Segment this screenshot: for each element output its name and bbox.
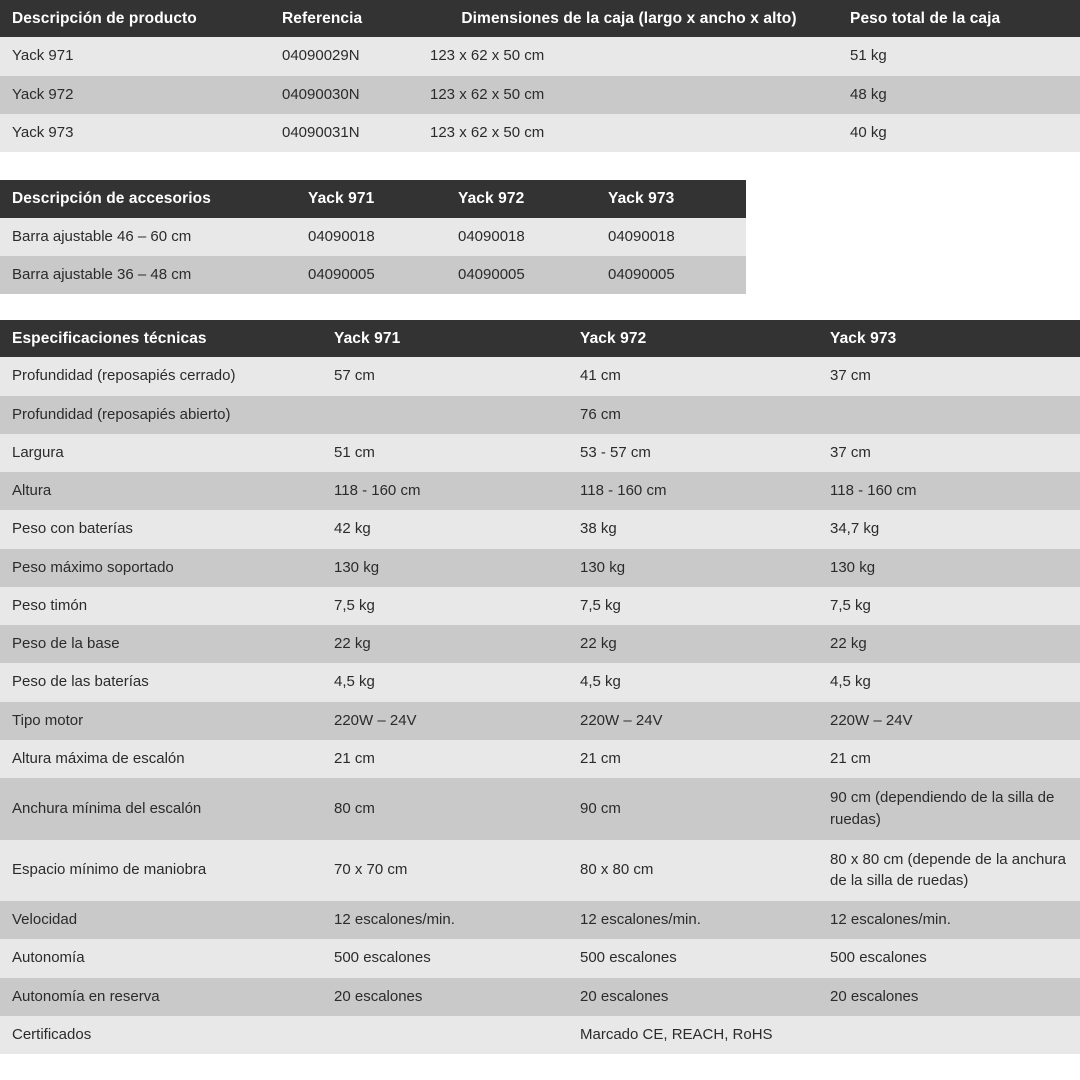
cell-yack972: 500 escalones bbox=[568, 939, 818, 977]
cell-yack971: 51 cm bbox=[322, 434, 568, 472]
cell-yack973: 90 cm (dependiendo de la silla de ruedas) bbox=[818, 778, 1080, 840]
cell-yack971: 21 cm bbox=[322, 740, 568, 778]
cell-yack972: 80 x 80 cm bbox=[568, 840, 818, 902]
cell-yack973: 34,7 kg bbox=[818, 510, 1080, 548]
cell-yack972: 04090005 bbox=[446, 256, 596, 294]
accessories-col-yack972: Yack 972 bbox=[446, 180, 596, 217]
product-col-dimensions: Dimensiones de la caja (largo x ancho x alto) bbox=[418, 0, 838, 37]
cell-yack972: 130 kg bbox=[568, 549, 818, 587]
cell-yack972: 04090018 bbox=[446, 218, 596, 256]
cell-spec-name: Espacio mínimo de maniobra bbox=[0, 840, 322, 902]
table-row bbox=[0, 740, 1080, 778]
specs-col-yack972: Yack 972 bbox=[568, 320, 818, 357]
cell-reference: 04090029N bbox=[270, 37, 418, 75]
cell-spec-name: Altura máxima de escalón bbox=[0, 740, 322, 778]
cell-yack971: 12 escalones/min. bbox=[322, 901, 568, 939]
cell-spec-name: Peso de la base bbox=[0, 625, 322, 663]
table-row bbox=[0, 549, 1080, 587]
cell-empty bbox=[322, 1016, 568, 1054]
cell-yack972: 7,5 kg bbox=[568, 587, 818, 625]
cell-yack973: 12 escalones/min. bbox=[818, 901, 1080, 939]
table-row bbox=[0, 587, 1080, 625]
cell-yack973: 37 cm bbox=[818, 434, 1080, 472]
cell-reference: 04090031N bbox=[270, 114, 418, 152]
cell-yack973 bbox=[818, 396, 1080, 434]
cell-spec-name: Peso máximo soportado bbox=[0, 549, 322, 587]
cell-yack973: 130 kg bbox=[818, 549, 1080, 587]
table-row bbox=[0, 510, 1080, 548]
accessories-col-description: Descripción de accesorios bbox=[0, 180, 296, 217]
cell-yack971: 70 x 70 cm bbox=[322, 840, 568, 902]
cell-yack973: 20 escalones bbox=[818, 978, 1080, 1016]
cell-spec-name: Tipo motor bbox=[0, 702, 322, 740]
cell-description: Yack 973 bbox=[0, 114, 270, 152]
cell-weight: 48 kg bbox=[838, 76, 1080, 114]
cell-yack971 bbox=[322, 396, 568, 434]
product-table bbox=[0, 0, 1080, 152]
product-col-weight: Peso total de la caja bbox=[838, 0, 1080, 37]
cell-yack973: 04090005 bbox=[596, 256, 746, 294]
specs-col-yack973: Yack 973 bbox=[818, 320, 1080, 357]
cell-yack971: 42 kg bbox=[322, 510, 568, 548]
cell-yack971: 80 cm bbox=[322, 778, 568, 840]
specs-table-body bbox=[0, 357, 1080, 1054]
cell-yack973: 22 kg bbox=[818, 625, 1080, 663]
cell-yack971: 130 kg bbox=[322, 549, 568, 587]
table-row bbox=[0, 901, 1080, 939]
table-header-row bbox=[0, 180, 746, 217]
table-header-row bbox=[0, 0, 1080, 37]
cell-yack972: 4,5 kg bbox=[568, 663, 818, 701]
table-row bbox=[0, 472, 1080, 510]
table-row bbox=[0, 37, 1080, 75]
cell-yack972: 21 cm bbox=[568, 740, 818, 778]
cell-yack973: 37 cm bbox=[818, 357, 1080, 395]
cell-yack971: 57 cm bbox=[322, 357, 568, 395]
accessories-col-yack971: Yack 971 bbox=[296, 180, 446, 217]
table-row bbox=[0, 396, 1080, 434]
cell-weight: 51 kg bbox=[838, 37, 1080, 75]
cell-yack971: 22 kg bbox=[322, 625, 568, 663]
specs-col-yack971: Yack 971 bbox=[322, 320, 568, 357]
accessories-table-body bbox=[0, 218, 746, 295]
table-gap bbox=[0, 152, 1080, 180]
table-row bbox=[0, 978, 1080, 1016]
cell-spec-name: Velocidad bbox=[0, 901, 322, 939]
table-row bbox=[0, 625, 1080, 663]
cell-yack973: 4,5 kg bbox=[818, 663, 1080, 701]
product-table-body bbox=[0, 37, 1080, 152]
table-row bbox=[0, 663, 1080, 701]
cell-yack971: 04090005 bbox=[296, 256, 446, 294]
cell-spec-name: Profundidad (reposapiés abierto) bbox=[0, 396, 322, 434]
table-row bbox=[0, 114, 1080, 152]
cell-spec-name: Autonomía en reserva bbox=[0, 978, 322, 1016]
cell-yack971: 20 escalones bbox=[322, 978, 568, 1016]
accessories-col-yack973: Yack 973 bbox=[596, 180, 746, 217]
cell-spec-name: Profundidad (reposapiés cerrado) bbox=[0, 357, 322, 395]
cell-yack973: 500 escalones bbox=[818, 939, 1080, 977]
cell-yack973: 118 - 160 cm bbox=[818, 472, 1080, 510]
table-row bbox=[0, 778, 1080, 840]
cell-certificates-value: Marcado CE, REACH, RoHS bbox=[568, 1016, 1080, 1054]
table-row bbox=[0, 840, 1080, 902]
cell-accessory-name: Barra ajustable 46 – 60 cm bbox=[0, 218, 296, 256]
table-row bbox=[0, 939, 1080, 977]
product-table-header bbox=[0, 0, 1080, 37]
cell-yack972: 38 kg bbox=[568, 510, 818, 548]
cell-yack971: 7,5 kg bbox=[322, 587, 568, 625]
technical-specs-table bbox=[0, 320, 1080, 1054]
cell-spec-name: Peso de las baterías bbox=[0, 663, 322, 701]
cell-dimensions: 123 x 62 x 50 cm bbox=[418, 114, 838, 152]
table-row bbox=[0, 702, 1080, 740]
cell-dimensions: 123 x 62 x 50 cm bbox=[418, 76, 838, 114]
cell-dimensions: 123 x 62 x 50 cm bbox=[418, 37, 838, 75]
cell-description: Yack 972 bbox=[0, 76, 270, 114]
cell-yack972: 76 cm bbox=[568, 396, 818, 434]
cell-yack972: 12 escalones/min. bbox=[568, 901, 818, 939]
table-row bbox=[0, 218, 746, 256]
cell-spec-name: Peso timón bbox=[0, 587, 322, 625]
cell-yack972: 22 kg bbox=[568, 625, 818, 663]
cell-accessory-name: Barra ajustable 36 – 48 cm bbox=[0, 256, 296, 294]
cell-description: Yack 971 bbox=[0, 37, 270, 75]
product-col-reference: Referencia bbox=[270, 0, 418, 37]
cell-yack972: 118 - 160 cm bbox=[568, 472, 818, 510]
cell-yack973: 21 cm bbox=[818, 740, 1080, 778]
cell-yack971: 04090018 bbox=[296, 218, 446, 256]
table-row-certificates bbox=[0, 1016, 1080, 1054]
table-row bbox=[0, 256, 746, 294]
cell-yack973: 80 x 80 cm (depende de la anchura de la silla de ruedas) bbox=[818, 840, 1080, 902]
cell-yack972: 53 - 57 cm bbox=[568, 434, 818, 472]
cell-yack973: 220W – 24V bbox=[818, 702, 1080, 740]
cell-reference: 04090030N bbox=[270, 76, 418, 114]
cell-yack972: 90 cm bbox=[568, 778, 818, 840]
cell-weight: 40 kg bbox=[838, 114, 1080, 152]
cell-yack971: 500 escalones bbox=[322, 939, 568, 977]
cell-spec-name: Peso con baterías bbox=[0, 510, 322, 548]
table-row bbox=[0, 434, 1080, 472]
cell-yack971: 118 - 160 cm bbox=[322, 472, 568, 510]
accessories-table bbox=[0, 180, 746, 294]
cell-yack973: 7,5 kg bbox=[818, 587, 1080, 625]
table-gap bbox=[0, 294, 1080, 320]
cell-yack971: 220W – 24V bbox=[322, 702, 568, 740]
cell-spec-name: Autonomía bbox=[0, 939, 322, 977]
cell-yack971: 4,5 kg bbox=[322, 663, 568, 701]
table-row bbox=[0, 357, 1080, 395]
table-header-row bbox=[0, 320, 1080, 357]
specs-col-title: Especificaciones técnicas bbox=[0, 320, 322, 357]
cell-spec-name: Altura bbox=[0, 472, 322, 510]
accessories-table-header bbox=[0, 180, 746, 217]
specs-table-header bbox=[0, 320, 1080, 357]
cell-yack973: 04090018 bbox=[596, 218, 746, 256]
product-col-description: Descripción de producto bbox=[0, 0, 270, 37]
cell-spec-name: Anchura mínima del escalón bbox=[0, 778, 322, 840]
cell-certificates-label: Certificados bbox=[0, 1016, 322, 1054]
cell-yack972: 41 cm bbox=[568, 357, 818, 395]
cell-yack972: 20 escalones bbox=[568, 978, 818, 1016]
table-row bbox=[0, 76, 1080, 114]
cell-yack972: 220W – 24V bbox=[568, 702, 818, 740]
cell-spec-name: Largura bbox=[0, 434, 322, 472]
